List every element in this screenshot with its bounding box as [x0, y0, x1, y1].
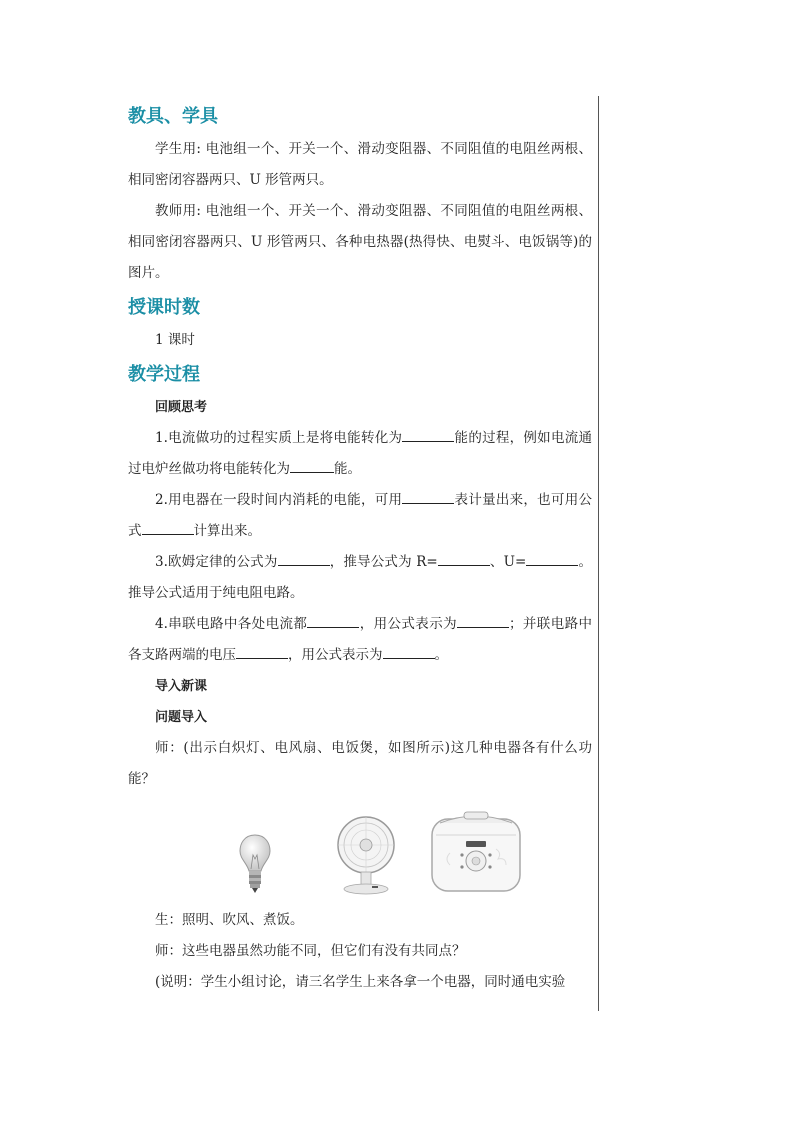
question-4: 4.串联电路中各处电流都 ，用公式表示为 ；并联电路中各支路两端的电压 ，用公式表示为 。 [128, 616, 593, 663]
answer-blank[interactable] [290, 460, 334, 473]
answer-blank[interactable] [402, 491, 454, 504]
content-column [128, 100, 592, 998]
answer-blank[interactable] [278, 553, 330, 566]
question-1: 1.电流做功的过程实质上是将电能转化为 能的过程，例如电流通过电炉丝做功将电能转化为 能。 [128, 430, 592, 477]
question-intro-title: 问题导入 [155, 710, 208, 725]
appliance-figures [128, 809, 592, 899]
answer-blank[interactable] [526, 553, 578, 566]
rice-cooker-icon [428, 809, 524, 899]
heading-hours: 授课时数 [128, 297, 200, 318]
teacher-question-1: 师：(出示白炽灯、电风扇、电饭煲，如图所示)这几种电器各有什么功能？ [128, 740, 592, 787]
answer-blank[interactable] [307, 615, 359, 628]
answer-blank[interactable] [457, 615, 509, 628]
tools-students: 学生用: 电池组一个、开关一个、滑动变阻器、不同阻值的电阻丝两根、相同密闭容器两只、U 形管两只。 [128, 141, 592, 188]
electric-fan-icon [328, 815, 404, 899]
margin-rule [598, 96, 599, 1011]
answer-blank[interactable] [402, 429, 454, 442]
answer-blank[interactable] [438, 553, 490, 566]
answer-blank[interactable] [383, 646, 435, 659]
note-text: (说明：学生小组讨论，请三名学生上来各拿一个电器，同时通电实验 [155, 974, 566, 990]
review-title: 回顾思考 [155, 400, 208, 415]
answer-blank[interactable] [142, 522, 194, 535]
question-2: 2.用电器在一段时间内消耗的电能，可用 表计量出来，也可用公式 计算出来。 [128, 492, 592, 539]
answer-blank[interactable] [236, 646, 288, 659]
intro-title: 导入新课 [155, 679, 208, 694]
tools-teacher: 教师用: 电池组一个、开关一个、滑动变阻器、不同阻值的电阻丝两根、相同密闭容器两只、U 形管两只、各种电热器(热得快、电熨斗、电饭锅等)的图片。 [128, 203, 592, 281]
heading-tools: 教具、学具 [128, 106, 218, 127]
teacher-question-2: 师：这些电器虽然功能不同，但它们有没有共同点？ [155, 943, 466, 959]
light-bulb-icon [238, 833, 272, 899]
student-answer-1: 生：照明、吹风、煮饭。 [155, 912, 304, 928]
heading-process: 教学过程 [128, 364, 200, 385]
hours-value: 1 课时 [155, 332, 195, 348]
question-3: 3.欧姆定律的公式为 ，推导公式为 R= 、U= 。推导公式适用于纯电阻电路。 [128, 554, 592, 601]
